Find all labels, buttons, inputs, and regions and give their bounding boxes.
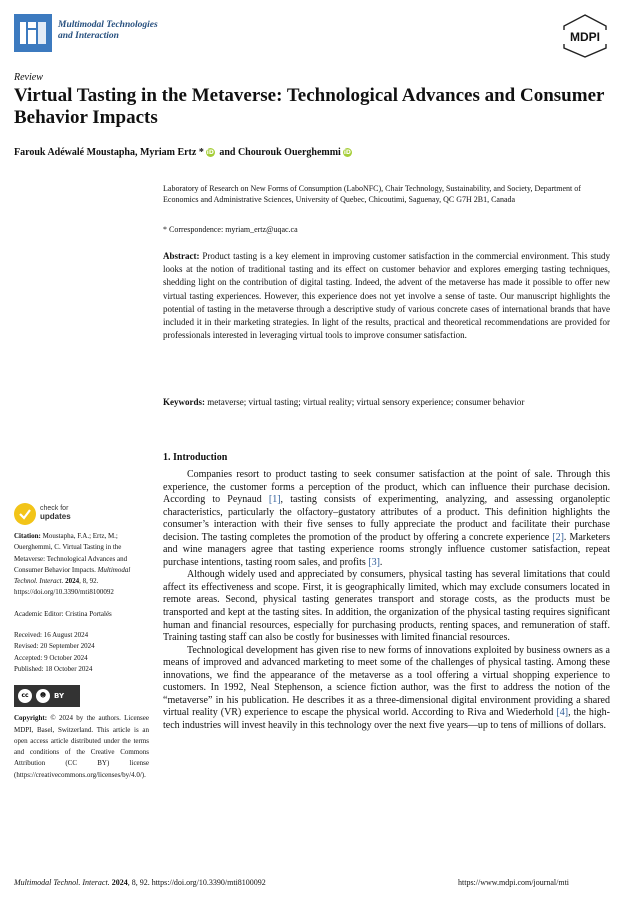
text-run: Companies resort to product tasting to seek consumer satisfaction at the point of sale. Through this experience, the customer forms a perception of the product, which can influence their purchase decision. According to Peynaud [163, 469, 610, 506]
citation-link[interactable]: [2] [552, 531, 564, 543]
by-icon: ☻ [36, 689, 50, 703]
citation-doi[interactable]: , 8, 92. https://doi.org/10.3390/mti8100092 [14, 577, 114, 597]
footer-citation [14, 878, 266, 887]
section-heading: 1. Introduction [163, 452, 228, 463]
keywords [163, 396, 615, 408]
citation-text: Moustapha, F.A.; Ertz, M.; Ouerghemmi, C. Virtual Tasting in the Metaverse: Technological Advances and Consumer Behavior Impacts. [14, 532, 128, 574]
footer-journal-url[interactable]: https://www.mdpi.com/journal/mti [458, 878, 570, 887]
abstract [163, 250, 610, 342]
article-sidebar [14, 531, 149, 791]
check-updates-icon [14, 503, 36, 525]
citation-link[interactable]: [4] [556, 707, 569, 719]
text-run: , the high-tech industries will invest heavily in this technology over the next five years—up to tens of millions of dollars. [163, 707, 610, 731]
check-updates-label [40, 505, 71, 522]
journal-name-line1: Multimodal Technologies [58, 20, 158, 30]
paragraph-1 [163, 469, 610, 569]
cc-by-label: BY [54, 691, 65, 700]
paragraph-3 [163, 645, 610, 733]
body-text [163, 469, 610, 732]
affiliation: Laboratory of Research on New Forms of Consumption (LaboNFC), Chair Technology, Sustainability, and Society, Department of Economics and Administrative Sciences, University of Quebec, Chicoutimi, Saguenay, QC G7H 2B1, Canada [163, 184, 581, 204]
correspondence: * Correspondence: myriam_ertz@uqac.ca [163, 225, 298, 234]
citation-label: Citation: [14, 532, 41, 540]
citation-block [14, 531, 149, 599]
journal-name-line2: and Interaction [58, 31, 119, 41]
journal-logo [14, 14, 52, 52]
author-1: Farouk Adéwalé Moustapha, [14, 147, 140, 158]
academic-editor: Academic Editor: Cristina Portalés [14, 609, 112, 618]
citation-journal: Multimodal Technol. Interact. [14, 565, 131, 586]
citation-year: 2024 [63, 577, 80, 586]
author-2[interactable]: Myriam Ertz * [139, 147, 204, 158]
journal-logo-icon [14, 14, 52, 52]
keywords-text: metaverse; virtual tasting; virtual reality; virtual sensory experience; consumer behavior [207, 397, 525, 407]
footer-doi[interactable]: , 8, 92. https://doi.org/10.3390/mti8100092 [127, 878, 266, 887]
journal-name [58, 20, 218, 42]
check-line1: check for [40, 505, 69, 512]
accepted-date: Accepted: 9 October 2024 [14, 653, 88, 662]
check-line2: updates [40, 512, 71, 521]
dates-block [14, 630, 149, 675]
abstract-label: Abstract: [163, 251, 200, 261]
orcid-icon[interactable]: iD [343, 149, 351, 156]
cc-icon: cc [18, 689, 32, 703]
paragraph-2: Although widely used and appreciated by consumers, physical tasting has several limitations that could affect its effectiveness and scope. First, it is geographically limited, which may exclude consumers located in remote areas. Second, physical tasting generates transport and storage costs, as the products must be transported and kept at the tasting sites. In addition, the organization of the physical tasting requires significant human and financial resources, especially for purchasing products, renting spaces, and remuneration of staff. Training tasting staff can also be costly for businesses with limited financial resources. [163, 569, 610, 644]
article-title: Virtual Tasting in the Metaverse: Technological Advances and Consumer Behavior Impacts [14, 85, 605, 128]
text-run: , tasting consists of experimenting, analyzing, and assessing organoleptic characteristics, particularly the olfactory–gustatory attributes of a product. This definition highlights the consumer’s interaction with their five senses to fully appreciate the product and facilitate their purchase decision. The tasting completes the promotion of the product by offering a concrete experience [163, 494, 610, 543]
footer-year: 2024 [109, 878, 128, 887]
published-date: Published: 18 October 2024 [14, 664, 93, 673]
publisher-logo-text: MDPI [570, 30, 600, 44]
check-for-updates-button[interactable] [14, 503, 114, 525]
orcid-icon[interactable]: iD [206, 149, 214, 156]
article-type: Review [14, 72, 43, 83]
author-list [14, 147, 354, 158]
cc-license-badge[interactable] [14, 685, 80, 707]
publisher-logo [560, 14, 610, 58]
mdpi-logo-icon [560, 14, 610, 58]
citation-link[interactable]: [1] [268, 494, 281, 506]
citation-link[interactable]: [3] [368, 556, 380, 568]
text-run: Technological development has given rise to new forms of innovations exploited by business owners as a means of improved and advanced marketing to meet some of the challenges of physical tasting. Among these innovations, we find the appearance of the metaverse as a tool offering a virtual shopping experience to customers. In 1992, Neal Stephenson, a science fiction author, was the first to address the notion of the “metaverse” in his publication. He describes it as a three-dimensional digital environment providing a shared virtual reality (VR) experience to escape the physical world. According to Riva and Wiederhold [163, 644, 610, 719]
keywords-label: Keywords: [163, 397, 205, 407]
revised-date: Revised: 20 September 2024 [14, 642, 95, 651]
author-3: and Chourouk Ouerghemmi [216, 147, 341, 158]
copyright-label: Copyright: [14, 714, 48, 723]
abstract-text: Product tasting is a key element in improving customer satisfaction in the commercial environment. This study looks at the notion of traditional tasting and its effect on customer behavior and explores emerging tasting techniques, shedding light on the contribution of digital tasting. Indeed, the advent of the metaverse has made it possible to offer new virtual tasting experiences. However, this experience does not yet involve a sense of taste. Our manuscript highlights the potential of tasting in the metaverse through a descriptive study of various concrete cases of international brands that have included it in their marketing strategies. In light of the results, practical and theoretical recommendations are provided for professionals interested in leveraging virtual tools to improve consumer satisfaction. [163, 251, 610, 341]
footer-journal: Multimodal Technol. Interact. [14, 878, 110, 887]
received-date: Received: 16 August 2024 [14, 631, 89, 640]
copyright-block [14, 713, 149, 781]
text-run: . Marketers and wine managers agree that tasting experience rooms strongly influence customer satisfaction, repeat purchase intentions, tasting room sales, and profits [163, 531, 610, 568]
text-run: . [379, 556, 383, 568]
copyright-text: © 2024 by the authors. Licensee MDPI, Basel, Switzerland. This article is an open access article distributed under the terms and conditions of the Creative Commons Attribution (CC BY) license (https://creativecommons.org/licenses/by/4.0/). [14, 714, 149, 779]
